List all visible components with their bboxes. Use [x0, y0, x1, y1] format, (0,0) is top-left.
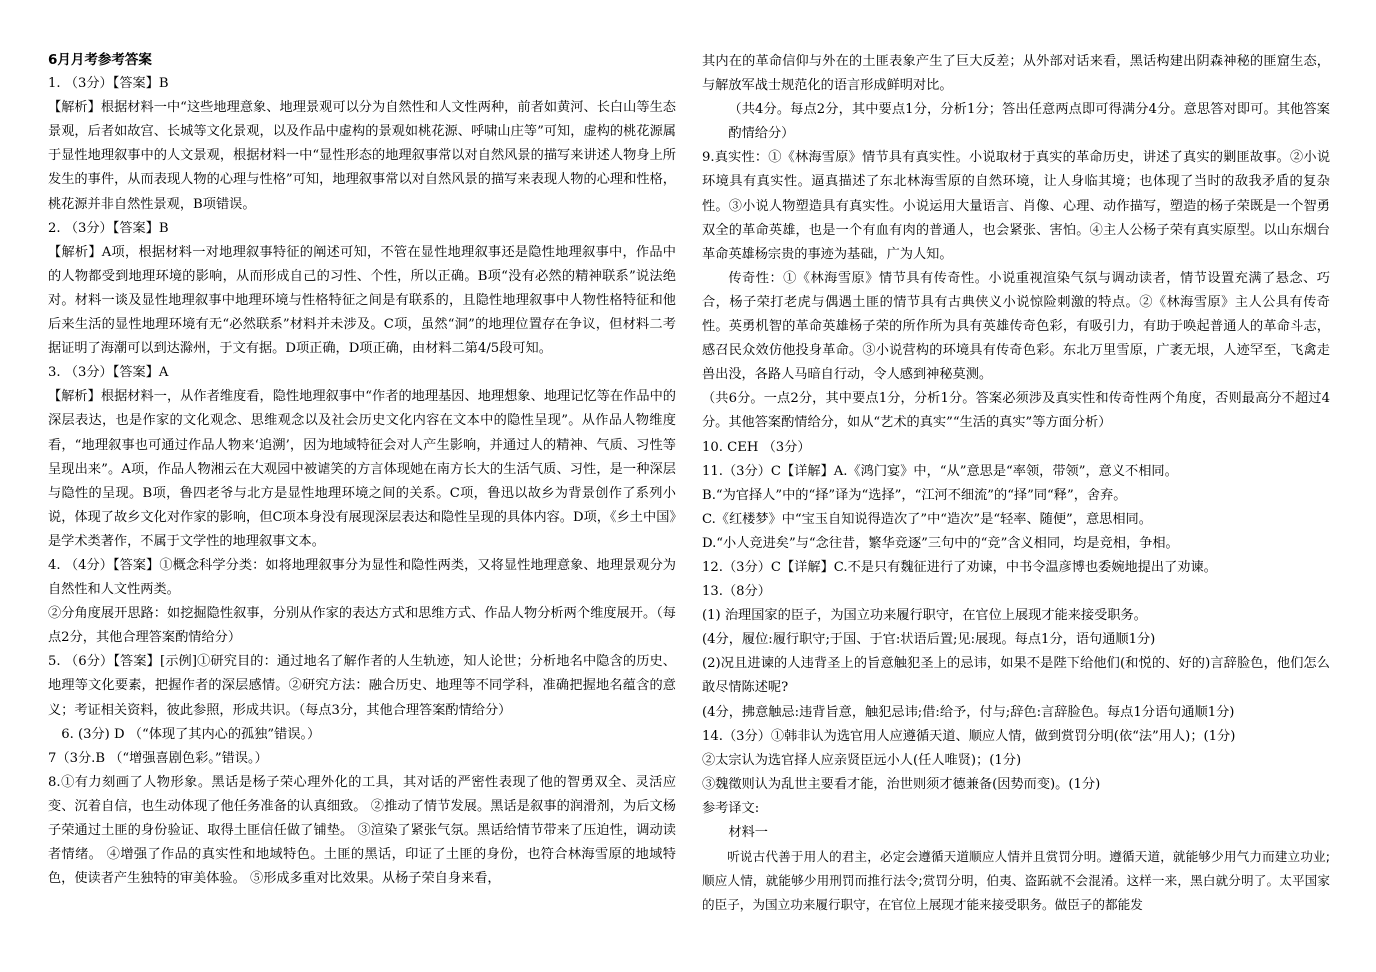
q8-answer: 8.①有力刻画了人物形象。黑话是杨子荣心理外化的工具，其对话的严密性表现了他的智勇双全、灵活应变、沉着自信，也生动体现了他任务准备的认真细致。 ②推动了情节发展。黑话是叙事的润滑剂，为后文杨子荣通过土匪的身份验证、取得土匪信任做了铺垫。 ③渲染了紧张气氛。黑话给情节带来了压迫性，调动读者情绪。 ④增强了作品的真实性和地域特色。土匪的黑话，印证了土匪的身份，也符合林海雪原的地域特色，使读者产生独特的审美体验。 ⑤形成多重对比效果。从杨子荣自身来看， [48, 774, 676, 887]
q12-answer: 12.（3分）C【详解】C.不是只有魏征进行了劝谏，中书令温彦博也委婉地提出了劝谏。 [702, 559, 1217, 575]
q7-answer: 7（3分.B （“增强喜剧色彩。”错误。） [48, 750, 268, 766]
q5-answer: 5. （6分）【答案】[示例]①研究目的：通过地名了解作者的人生轨迹，知人论世；分析地名中隐含的历史、地理等文化要素，把握作者的深层感情。②研究方法：融合历史、地理等不同学科，准确把握地名蕴含的意义；考证相关资料，彼此参照，形成共识。（每点3分，其他合理答案酌情给分） [48, 654, 676, 718]
q11-option-c: C.《红楼梦》中“宝玉自知说得造次了”中“造次”是“轻率、随便”，意思相同。 [702, 511, 1152, 527]
right-column [702, 50, 1330, 917]
q10-answer: 10. CEH （3分） [702, 439, 811, 455]
q1-analysis: 【解析】根据材料一中“这些地理意象、地理景观可以分为自然性和人文性两种，前者如黄河、长白山等生态景观，后者如故宫、长城等文化景观，以及作品中虚构的景观如桃花源、呼啸山庄等”可知，虚构的桃花源属于显性地理叙事中的人文景观，根据材料一中“显性形态的地理叙事常以对自然风景的描写来讲述人物身上所发生的事件，从而表现人物的心理与性格”可知，地理叙事常以对自然风景的描写来表现人物的心理和性格，桃花源并非自然性景观，B项错误。 [48, 100, 676, 212]
q11-answer: 11.（3分）C【详解】A.《鸿门宴》中，“从”意思是“率领，带领”，意义不相同。 [702, 463, 1178, 479]
material-one-label: 材料一 [728, 825, 768, 840]
q3-analysis: 【解析】根据材料一，从作者维度看，隐性地理叙事中“作者的地理基因、地理想象、地理记忆等在作品中的深层表达，也是作家的文化观念、思维观念以及社会历史文化内容在文本中的隐性呈现”。从作品人物维度看，“地理叙事也可通过作品人物来‘追溯’，因为地域特征会对人产生影响，并通过人的精神、气质、习性等呈现出来”。A项，作品人物湘云在大观园中被谑笑的方言体现她在南方长大的生活气质、习性，是一种深层与隐性的呈现。B项，鲁四老爷与北方是显性地理环境之间的关系。C项，鲁迅以故乡为背景创作了系列小说，体现了故乡文化对作家的影响，但C项本身没有展现深层表达和隐性呈现的具体内容。D项，《乡土中国》是学术类著作，不属于文学性的地理叙事文本。 [48, 389, 676, 549]
q11-option-d: D.“小人竞进矣”与“念往昔，繁华竞逐”三句中的“竞”含义相同，均是竞相，争相。 [702, 535, 1179, 551]
page-title: 6月月考参考答案 [48, 52, 152, 68]
q11-option-b: B.“为官择人”中的“择”译为“选择”，“江河不细流”的“择”同“释”，舍弃。 [702, 487, 1127, 503]
q1-answer: 1. （3分）【答案】B [48, 76, 169, 92]
q13-header: 13.（8分） [702, 584, 771, 600]
q9-legend: 传奇性：①《林海雪原》情节具有传奇性。小说重视渲染气氛与调动读者，情节设置充满了悬念、巧合，杨子荣打老虎与偶遇土匪的情节具有古典侠义小说惊险刺激的特点。②《林海雪原》主人公具有传奇性。英勇机智的革命英雄杨子荣的所作所为具有英雄传奇色彩，有吸引力，有助于唤起普通人的革命斗志，感召民众效仿他投身革命。③小说营构的环境具有传奇色彩。东北万里雪原，广袤无垠，人迹罕至，飞禽走兽出没，各路人马暗自行动，令人感到神秘莫测。 [702, 270, 1330, 383]
left-column [48, 48, 676, 891]
q2-analysis: 【解析】A项，根据材料一对地理叙事特征的阐述可知，不管在显性地理叙事还是隐性地理叙事中，作品中的人物都受到地理环境的影响，从而形成自己的习性、个性，所以正确。B项“没有必然的精神联系”说法绝对。材料一谈及显性地理叙事中地理环境与性格特征之间是有联系的，且隐性地理叙事中人物性格特征和他后来生活的显性地理环境有无“必然联系”材料并未涉及。C项，虽然“洞”的地理位置存在争议，但材料二考据证明了海潮可以到达滁州，于文有据。D项正确，D项正确，由材料二第4/5段可知。 [48, 244, 676, 357]
material-one-translation: 听说古代善于用人的君主，必定会遵循天道顺应人情并且赏罚分明。遵循天道，就能够少用气力而建立功业;顺应人情，就能够少用刑罚而推行法令;赏罚分明，伯夷、盗跖就不会混淆。这样一来，黑白就分明了。太平国家的臣子，为国立功来履行职守，在官位上展现才能来接受职务。做臣子的都能发 [702, 849, 1330, 913]
q8-continued: 其内在的革命信仰与外在的土匪表象产生了巨大反差；从外部对话来看，黑话构建出阴森神秘的匪窟生态，与解放军战士规范化的语言形成鲜明对比。 [702, 54, 1330, 94]
q13-part-1: (1) 治理国家的臣子，为国立功来履行职守，在官位上展现才能来接受职务。 [702, 608, 1147, 624]
translation-header: 参考译文: [702, 800, 760, 816]
q13-part-1-scoring: (4分，履位:履行职守;于国、于官:状语后置;见:展现。每点1分，语句通顺1分) [702, 632, 1156, 648]
q6-answer: 6. (3分) D （“体现了其内心的孤独”错误。） [61, 726, 321, 742]
q3-answer: 3. （3分）【答案】A [48, 365, 169, 381]
q8-scoring: （共4分。每点2分，其中要点1分，分析1分；答出任意两点即可得满分4分。意思答对即可。其他答案酌情给分） [728, 102, 1330, 142]
q14-point-2: ②太宗认为选官择人应亲贤臣远小人(任人唯贤)；(1分) [702, 752, 1022, 768]
q4-answer: 4. （4分）【答案】①概念科学分类：如将地理叙事分为显性和隐性两类，又将显性地理意象、地理景观分为自然性和人文性两类。 [48, 557, 676, 598]
q4-point-2: ②分角度展开思路：如挖掘隐性叙事，分别从作家的表达方式和思维方式、作品人物分析两个维度展开。（每点2分，其他合理答案酌情给分） [48, 606, 676, 646]
q2-answer: 2. （3分）【答案】B [48, 220, 169, 236]
q9-scoring: （共6分。一点2分，其中要点1分，分析1分。答案必须涉及真实性和传奇性两个角度，否则最高分不超过4分。其他答案酌情给分，如从“艺术的真实”“生活的真实”等方面分析） [702, 391, 1330, 431]
q13-part-2: (2)况且进谏的人违背圣上的旨意触犯圣上的忌讳，如果不是陛下给他们(和悦的、好的)言辞脸色，他们怎么敢尽情陈述呢? [702, 656, 1330, 696]
q14-point-1: 14.（3分）①韩非认为选官用人应遵循天道、顺应人情，做到赏罚分明(依“法”用人)；(1分) [702, 728, 1236, 744]
q14-point-3: ③魏徵则认为乱世主要看才能，治世则须才德兼备(因势而变)。(1分) [702, 776, 1101, 792]
q9-authenticity: 9.真实性：①《林海雪原》情节具有真实性。小说取材于真实的革命历史，讲述了真实的剿匪故事。②小说环境具有真实性。逼真描述了东北林海雪原的自然环境，让人身临其境；也体现了当时的敌我矛盾的复杂性。③小说人物塑造具有真实性。小说运用大量语言、肖像、心理、动作描写，塑造的杨子荣既是一个智勇双全的革命英雄，也是一个有血有肉的普通人，也会紧张、害怕。④主人公杨子荣有真实原型。以山东烟台革命英雄杨宗贵的事迹为基础，广为人知。 [702, 150, 1330, 262]
q13-part-2-scoring: (4分，拂意触忌:违背旨意，触犯忌讳;借:给予，付与;辞色:言辞脸色。每点1分语句通顺1分) [702, 704, 1235, 720]
